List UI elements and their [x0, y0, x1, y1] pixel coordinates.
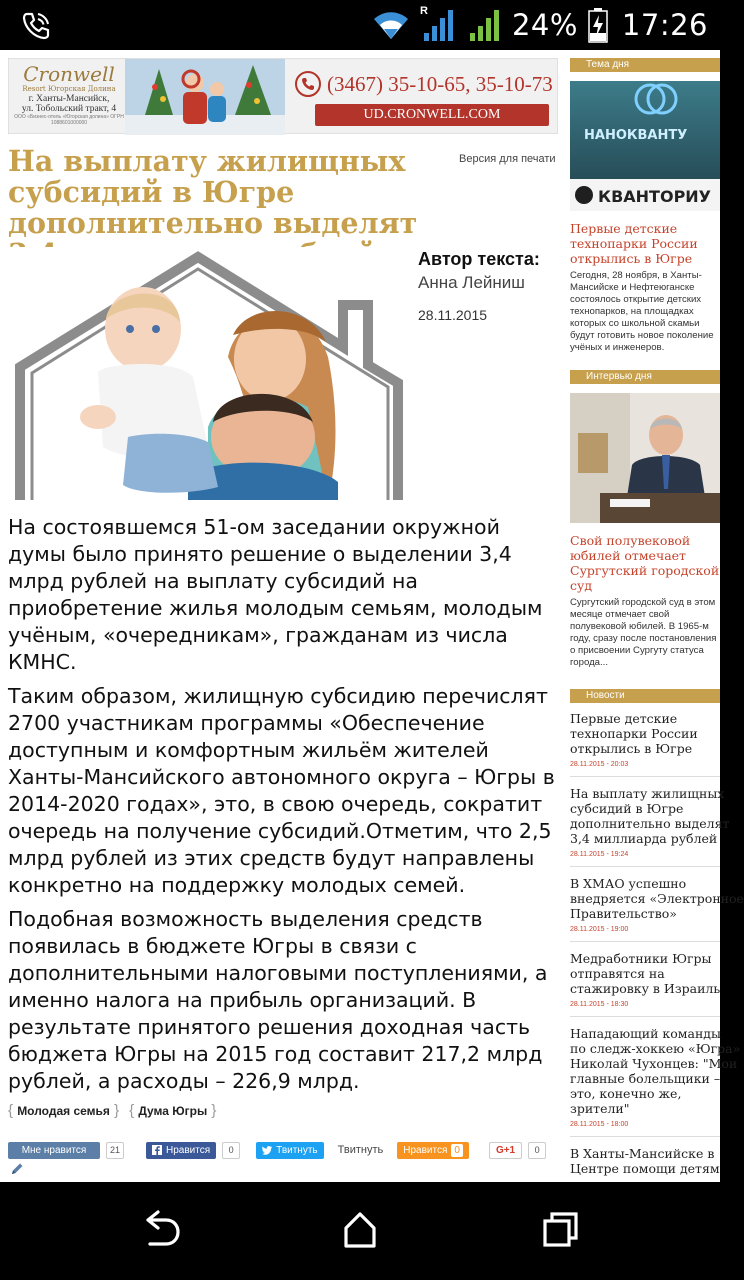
- title-line: стажировку в Израиль: [570, 981, 721, 996]
- article-image: [8, 247, 408, 500]
- interview-description: [570, 597, 720, 669]
- topic-title[interactable]: [570, 221, 720, 266]
- banner-logo-text: Cronwell: [23, 62, 115, 86]
- back-icon[interactable]: [136, 1206, 184, 1254]
- title-line: Сургутский городской: [570, 563, 720, 578]
- tweet-text-link[interactable]: Твитнуть: [337, 1144, 384, 1156]
- roaming-label: R: [419, 5, 428, 17]
- vk-like-button[interactable]: [8, 1142, 100, 1159]
- status-bar: [0, 0, 720, 50]
- facebook-like-button[interactable]: [146, 1142, 216, 1159]
- news-item[interactable]: [570, 1146, 720, 1184]
- section-header-label: Тема дня: [586, 59, 630, 70]
- news-item[interactable]: [570, 876, 744, 942]
- news-title: [570, 951, 720, 996]
- desc-line: Сургутский городской суд в этом: [570, 597, 716, 608]
- topic-description: [570, 270, 720, 354]
- title-line: Медработники Югры: [570, 951, 712, 966]
- author-label: Автор текста:: [418, 249, 540, 269]
- google-plus-count: 0: [528, 1142, 546, 1159]
- recent-apps-icon[interactable]: [536, 1206, 584, 1254]
- title-line: Нападающий команды: [570, 1026, 721, 1041]
- section-header-topic: [570, 58, 720, 72]
- battery-percent: 24%: [511, 8, 578, 42]
- title-line: зрители": [570, 1101, 630, 1116]
- news-item[interactable]: [570, 1026, 741, 1137]
- author-link[interactable]: Анна Лейниш: [418, 273, 525, 292]
- article-body: [8, 514, 558, 1102]
- navigation-bar: [0, 1182, 720, 1280]
- section-header-label: Новости: [586, 690, 625, 701]
- news-title: [570, 1026, 741, 1116]
- news-date: 28.11.2015 - 20:03: [570, 761, 629, 768]
- title-line: по следж-хоккею «Югра»: [570, 1041, 741, 1056]
- title-line: Центре помощи детям: [570, 1161, 720, 1176]
- social-share-bar: [8, 1140, 546, 1160]
- topic-image[interactable]: [570, 81, 720, 211]
- twitter-tweet-label: Твитнуть: [276, 1144, 318, 1156]
- news-date: 28.11.2015 - 19:24: [570, 851, 629, 858]
- odnoklassniki-like-label: Нравится: [403, 1144, 448, 1156]
- banner-address-street: ул. Тобольский тракт, 4: [21, 104, 117, 114]
- news-item[interactable]: [570, 786, 730, 867]
- title-line: юбилей отмечает: [570, 548, 686, 563]
- banner-legal-text: ООО «Бизнес-отель «Югорская долина» ОГРН 1088601000000: [14, 114, 124, 126]
- tag-list: [8, 1102, 216, 1119]
- phone-icon: [295, 71, 321, 97]
- banner-address-city: г. Ханты-Мансийск,: [28, 94, 110, 104]
- print-version-link[interactable]: Версия для печати: [459, 153, 556, 165]
- banner-photo: [125, 59, 285, 135]
- twitter-bird-icon: [262, 1146, 272, 1155]
- desc-line: учёных и инженеров.: [570, 342, 665, 353]
- wifi-icon: [372, 9, 410, 41]
- title-line: На выплату жилищных: [570, 786, 725, 801]
- desc-line: состоялось открытие детских: [570, 294, 702, 305]
- tag-duma-yugry[interactable]: { Дума Югры }: [129, 1102, 217, 1119]
- topic-image-top-text: НАНОКВАНТУ: [584, 128, 688, 143]
- title-line: технопарки России: [570, 236, 698, 251]
- title-line: технопарки России: [570, 726, 698, 741]
- banner-url-button[interactable]: UD.CRONWELL.COM: [315, 104, 549, 126]
- title-line: это, конечно же,: [570, 1086, 682, 1101]
- desc-line: города...: [570, 657, 609, 668]
- article-paragraph: Подобная возможность выделения средств появилась в бюджете Югры в связи с дополнительными налоговыми поступлениями, а именно налога на прибыль организаций. В результате принятого решения доходная часть бюджета Югры на 2015 год составит 217,2 млрд рублей, а расходы – 226,9 млрд.: [8, 907, 548, 1093]
- phone-call-icon: [20, 10, 52, 42]
- banner-logo-sub: Resort Югорская Долина: [22, 85, 116, 93]
- vk-like-count: 21: [106, 1142, 124, 1159]
- pencil-icon[interactable]: [10, 1162, 24, 1176]
- title-line: открылись в Югре: [570, 251, 693, 266]
- title-line: открылись в Югре: [570, 741, 693, 756]
- news-title: [570, 1146, 720, 1176]
- section-header-news: [570, 689, 720, 703]
- title-line: В Ханты-Мансийске в: [570, 1146, 715, 1161]
- title-line: главные болельщики –: [570, 1071, 721, 1086]
- desc-line: полувековой юбилей. В 1965-м: [570, 621, 709, 632]
- news-date: 28.11.2015 - 18:30: [570, 1001, 629, 1008]
- interview-image[interactable]: [570, 393, 720, 523]
- odnoklassniki-like-button[interactable]: [397, 1142, 469, 1159]
- news-item[interactable]: [570, 711, 720, 777]
- signal-icon: [466, 7, 502, 43]
- section-header-interview: [570, 370, 720, 384]
- desc-line: Сегодня, 28 ноября, в Ханты-: [570, 270, 702, 281]
- twitter-tweet-button[interactable]: [256, 1142, 323, 1159]
- desc-line: году, сразу после постановления: [570, 633, 717, 644]
- title-line: субсидий в Югре: [570, 801, 684, 816]
- title-line: суд: [570, 578, 593, 593]
- news-title: [570, 876, 744, 921]
- sidebar: [570, 58, 744, 1193]
- article-title: На выплату жилищных субсидий в Югре дополнительно выделят: [8, 144, 418, 240]
- desc-line: будут готовить новое поколение: [570, 330, 714, 341]
- topic-image-bottom-text: КВАНТОРИУ: [598, 187, 712, 206]
- banner-phone-text: (3467) 35-10-65, 35-10-73: [327, 71, 553, 96]
- interview-title[interactable]: [570, 533, 720, 593]
- desc-line: о присвоении Сургуту статуса: [570, 645, 704, 656]
- title-line: дополнительно выделят: [570, 816, 730, 831]
- title-line: Свой полувековой: [570, 533, 691, 548]
- title-line: Первые детские: [570, 221, 678, 236]
- article-meta: [418, 247, 568, 323]
- ad-banner[interactable]: [8, 58, 558, 134]
- desc-line: технопарков, на площадках: [570, 306, 694, 317]
- title-line: Правительство»: [570, 906, 677, 921]
- banner-phone[interactable]: [295, 69, 553, 99]
- title-line: В ХМАО успешно: [570, 876, 687, 891]
- battery-charging-icon: [588, 7, 608, 43]
- title-line: внедряется «Электронное: [570, 891, 744, 906]
- tag-label: Молодая семья: [17, 1104, 110, 1118]
- desc-line: которых со школьной скамьи: [570, 318, 700, 329]
- desc-line: Мансийске и Нефтеюганске: [570, 282, 695, 293]
- tag-label: Дума Югры: [138, 1104, 208, 1118]
- odnoklassniki-like-count: 0: [451, 1144, 463, 1157]
- article-paragraph: На состоявшемся 51-ом заседании окружной думы было принято решение о выделении 3,4 млрд рублей на выплату субсидий на приобретение жилья молодым семьям, молодым учёным, «очередникам», гражданам из числа КМНС.: [8, 515, 543, 674]
- title-line: 3,4 миллиарда рублей: [570, 831, 718, 846]
- title-line: Первые детские: [570, 711, 678, 726]
- clock: 17:26: [621, 8, 708, 42]
- news-item[interactable]: [570, 951, 720, 1017]
- tag-young-family[interactable]: { Молодая семья }: [8, 1102, 120, 1119]
- section-header-label: Интервью дня: [586, 371, 652, 382]
- article-date: 28.11.2015: [418, 307, 488, 323]
- title-line: Николай Чухонцев: "Мои: [570, 1056, 738, 1071]
- google-plus-button[interactable]: G+1: [489, 1142, 522, 1159]
- news-title: [570, 786, 730, 846]
- facebook-like-count: 0: [222, 1142, 240, 1159]
- news-date: 28.11.2015 - 19:00: [570, 926, 629, 933]
- facebook-like-label: Нравится: [166, 1144, 211, 1156]
- title-line: отправятся на: [570, 966, 665, 981]
- home-icon[interactable]: [336, 1206, 384, 1254]
- desc-line: месяце отмечает свой: [570, 609, 670, 620]
- article-paragraph: Таким образом, жилищную субсидию перечислят 2700 участникам программы «Обеспечение доступным и комфортным жильём жителей Ханты-Мансийского автономного округа – Югры в 2014-2020 годах», это, в свою очередь, сократит очередь на получение субсидий.Отметим, что 2,5 млрд рублей из этих средств будут направлены конкретно на поддержку молодых семей.: [8, 684, 555, 897]
- banner-logo: [13, 63, 125, 131]
- signal-icon: [420, 7, 456, 43]
- facebook-icon: [152, 1145, 162, 1155]
- news-title: [570, 711, 720, 756]
- web-page[interactable]: [0, 50, 744, 1182]
- vk-like-label: Мне нравится: [21, 1144, 87, 1156]
- news-date: 28.11.2015 - 18:00: [570, 1121, 629, 1128]
